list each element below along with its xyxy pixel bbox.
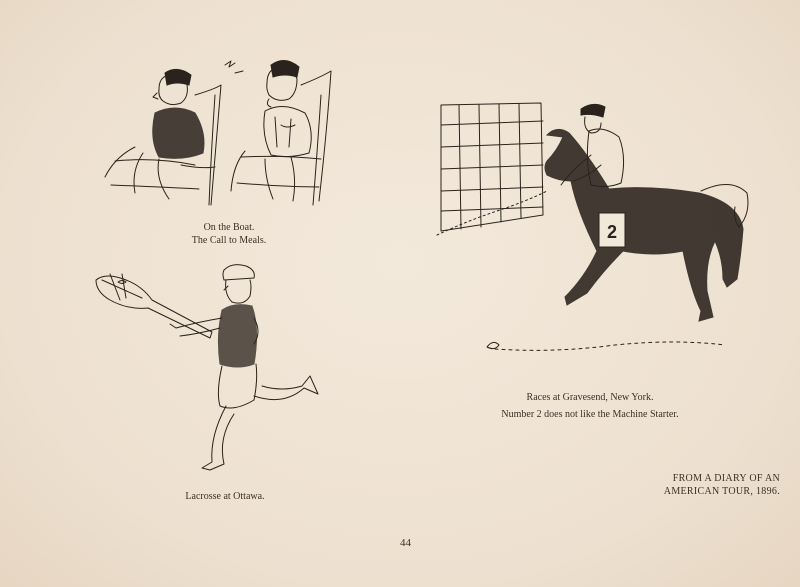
lacrosse-caption: [170, 490, 280, 503]
seated-man-waking: [225, 60, 331, 205]
seated-man-dozing: [105, 69, 221, 205]
series-note-line: FROM A DIARY OF AN: [672, 473, 780, 484]
lacrosse-stick: [96, 274, 212, 338]
caption-line: The Call to Meals.: [191, 235, 267, 246]
caption-line: Races at Gravesend, New York.: [526, 392, 654, 403]
saddle-cloth-number: 2: [606, 222, 618, 242]
races-caption: [470, 389, 710, 423]
caption-line: Number 2 does not like the Machine Starter.: [501, 409, 679, 420]
series-note: [620, 472, 780, 498]
page-number: 44: [400, 537, 411, 549]
lacrosse-player: [170, 265, 318, 470]
boat-caption: [170, 221, 288, 247]
lacrosse-sketch: [92, 258, 352, 483]
races-sketch: [435, 95, 760, 380]
caption-line: On the Boat.: [203, 222, 255, 233]
machine-starter-gate: [437, 103, 547, 235]
boat-sketch: [95, 55, 365, 215]
series-note-line: AMERICAN TOUR, 1896.: [663, 486, 780, 497]
caption-line: Lacrosse at Ottawa.: [185, 491, 265, 502]
